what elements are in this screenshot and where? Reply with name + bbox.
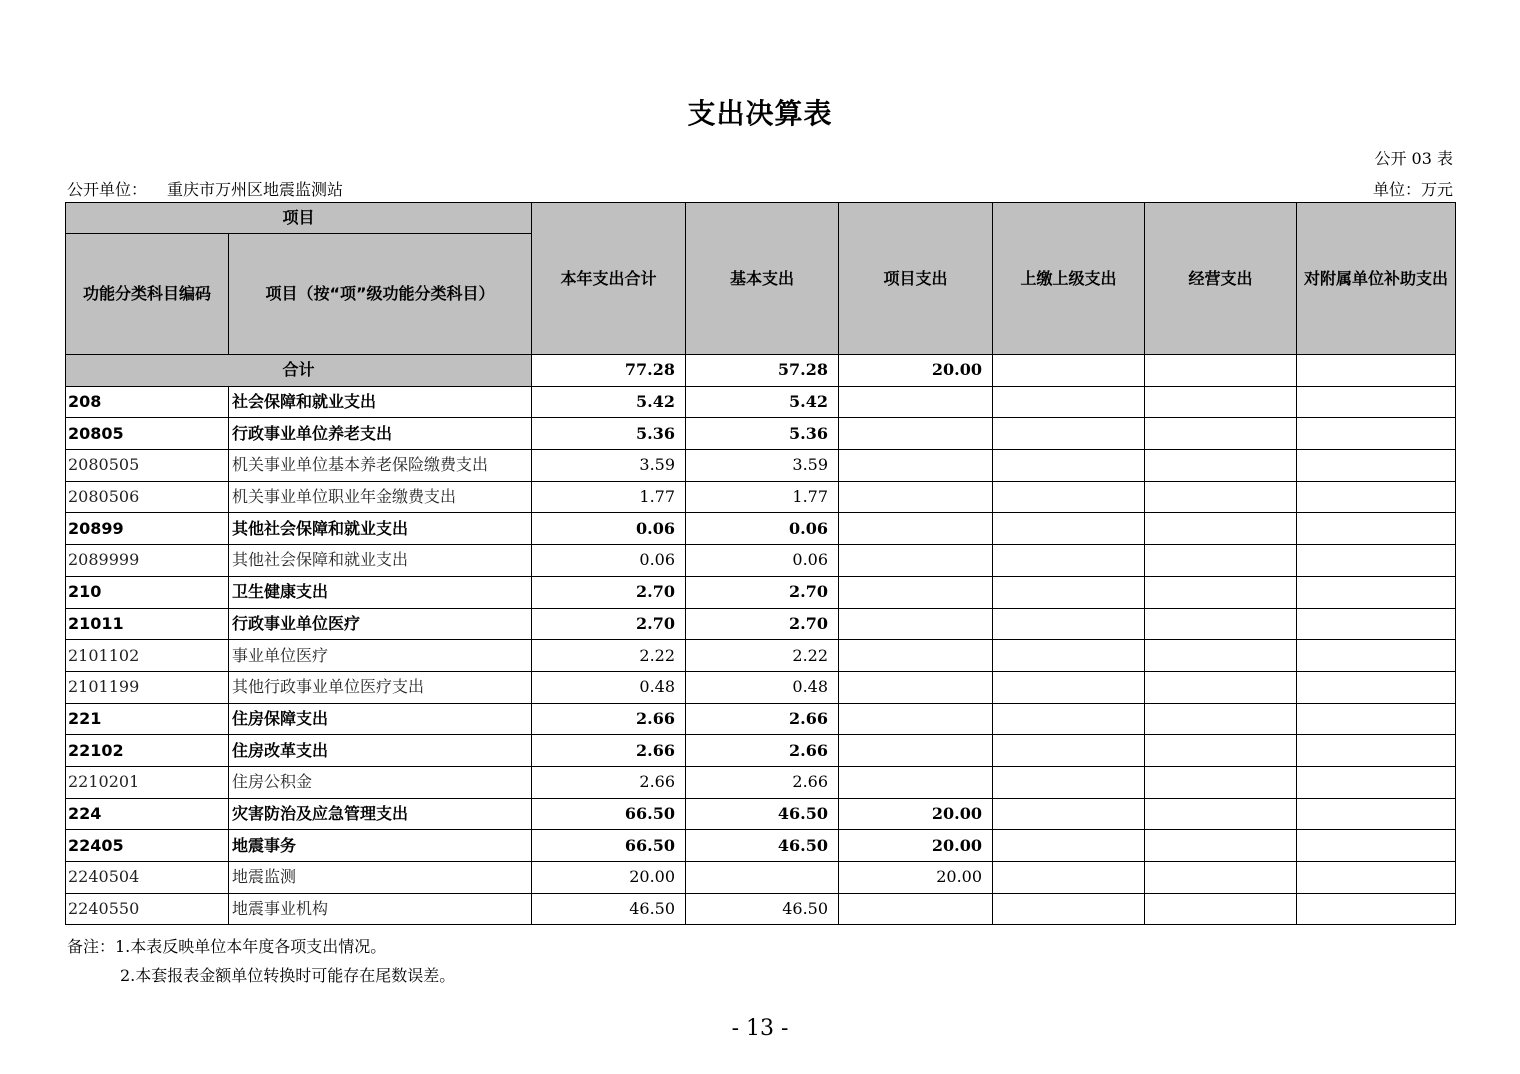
row-project	[839, 418, 993, 450]
row-subsidy	[1297, 798, 1456, 830]
row-code: 2080505	[66, 450, 229, 482]
row-name: 卫生健康支出	[229, 576, 532, 608]
row-name: 地震事务	[229, 830, 532, 862]
row-code: 221	[66, 703, 229, 735]
row-name: 事业单位医疗	[229, 640, 532, 672]
row-project	[839, 893, 993, 925]
row-code: 20805	[66, 418, 229, 450]
table-row	[66, 640, 1456, 672]
total-remit	[993, 355, 1145, 387]
row-total: 20.00	[532, 862, 686, 894]
table-row	[66, 671, 1456, 703]
row-business	[1145, 450, 1297, 482]
row-subsidy	[1297, 513, 1456, 545]
row-subsidy	[1297, 386, 1456, 418]
row-project	[839, 640, 993, 672]
table-row	[66, 830, 1456, 862]
row-subsidy	[1297, 640, 1456, 672]
row-subsidy	[1297, 862, 1456, 894]
row-code: 224	[66, 798, 229, 830]
row-subsidy	[1297, 418, 1456, 450]
row-project	[839, 545, 993, 577]
row-business	[1145, 513, 1297, 545]
row-total: 2.22	[532, 640, 686, 672]
row-basic: 46.50	[686, 798, 839, 830]
row-remit	[993, 703, 1145, 735]
table-row	[66, 703, 1456, 735]
row-remit	[993, 830, 1145, 862]
page-title: 支出决算表	[687, 97, 833, 130]
table-row	[66, 481, 1456, 513]
row-code: 2101102	[66, 640, 229, 672]
row-code: 2101199	[66, 671, 229, 703]
row-business	[1145, 798, 1297, 830]
note-1: 备注：1.本表反映单位本年度各项支出情况。	[67, 937, 387, 956]
row-basic: 2.66	[686, 735, 839, 767]
row-code: 2240504	[66, 862, 229, 894]
row-project	[839, 386, 993, 418]
total-basic: 57.28	[686, 355, 839, 387]
row-remit	[993, 640, 1145, 672]
row-name: 地震监测	[229, 862, 532, 894]
row-project	[839, 481, 993, 513]
row-basic	[686, 862, 839, 894]
table-row	[66, 576, 1456, 608]
table-row	[66, 862, 1456, 894]
row-business	[1145, 766, 1297, 798]
row-total: 1.77	[532, 481, 686, 513]
row-project	[839, 576, 993, 608]
table-row	[66, 513, 1456, 545]
form-number: 公开 03 表	[1374, 149, 1453, 168]
row-project: 20.00	[839, 830, 993, 862]
row-business	[1145, 830, 1297, 862]
row-total: 2.66	[532, 703, 686, 735]
row-business	[1145, 386, 1297, 418]
expenditure-table	[65, 202, 1456, 925]
row-name: 其他社会保障和就业支出	[229, 545, 532, 577]
row-total: 2.70	[532, 576, 686, 608]
row-project: 20.00	[839, 862, 993, 894]
row-subsidy	[1297, 830, 1456, 862]
row-code: 210	[66, 576, 229, 608]
row-subsidy	[1297, 703, 1456, 735]
row-business	[1145, 545, 1297, 577]
row-remit	[993, 576, 1145, 608]
row-basic: 0.06	[686, 545, 839, 577]
note-2: 2.本套报表金额单位转换时可能存在尾数误差。	[120, 966, 456, 985]
total-business	[1145, 355, 1297, 387]
row-code: 20899	[66, 513, 229, 545]
row-subsidy	[1297, 893, 1456, 925]
row-total: 66.50	[532, 830, 686, 862]
row-total: 2.66	[532, 766, 686, 798]
row-project	[839, 513, 993, 545]
row-remit	[993, 418, 1145, 450]
row-basic: 5.36	[686, 418, 839, 450]
row-name: 行政事业单位养老支出	[229, 418, 532, 450]
row-business	[1145, 576, 1297, 608]
row-remit	[993, 386, 1145, 418]
row-subsidy	[1297, 576, 1456, 608]
row-basic: 0.06	[686, 513, 839, 545]
row-project	[839, 766, 993, 798]
page-number: - 13 -	[731, 1016, 789, 1041]
row-basic: 5.42	[686, 386, 839, 418]
row-basic: 2.66	[686, 703, 839, 735]
row-basic: 2.70	[686, 608, 839, 640]
table-row	[66, 735, 1456, 767]
row-remit	[993, 862, 1145, 894]
row-basic: 2.66	[686, 766, 839, 798]
row-subsidy	[1297, 481, 1456, 513]
row-name: 地震事业机构	[229, 893, 532, 925]
row-total: 66.50	[532, 798, 686, 830]
total-project: 20.00	[839, 355, 993, 387]
row-remit	[993, 735, 1145, 767]
row-code: 22102	[66, 735, 229, 767]
row-basic: 1.77	[686, 481, 839, 513]
row-remit	[993, 798, 1145, 830]
reporting-unit-label: 公开单位：	[67, 180, 148, 199]
row-business	[1145, 418, 1297, 450]
row-remit	[993, 893, 1145, 925]
row-remit	[993, 481, 1145, 513]
row-basic: 46.50	[686, 893, 839, 925]
row-basic: 2.70	[686, 576, 839, 608]
row-name: 住房改革支出	[229, 735, 532, 767]
row-subsidy	[1297, 545, 1456, 577]
row-name: 灾害防治及应急管理支出	[229, 798, 532, 830]
row-remit	[993, 545, 1145, 577]
reporting-unit-name: 重庆市万州区地震监测站	[167, 180, 344, 199]
row-project	[839, 450, 993, 482]
table-row	[66, 418, 1456, 450]
header-item-group: 项目	[66, 203, 532, 234]
table-row	[66, 798, 1456, 830]
row-business	[1145, 671, 1297, 703]
row-total: 0.48	[532, 671, 686, 703]
row-code: 2089999	[66, 545, 229, 577]
row-project	[839, 608, 993, 640]
row-business	[1145, 703, 1297, 735]
row-remit	[993, 450, 1145, 482]
row-total: 2.66	[532, 735, 686, 767]
row-business	[1145, 735, 1297, 767]
row-subsidy	[1297, 766, 1456, 798]
row-basic: 3.59	[686, 450, 839, 482]
table-row	[66, 893, 1456, 925]
currency-unit: 单位：万元	[1372, 180, 1453, 199]
row-name: 住房公积金	[229, 766, 532, 798]
row-remit	[993, 513, 1145, 545]
row-business	[1145, 640, 1297, 672]
row-total: 2.70	[532, 608, 686, 640]
row-name: 社会保障和就业支出	[229, 386, 532, 418]
header-business: 经营支出	[1145, 203, 1297, 355]
row-name: 行政事业单位医疗	[229, 608, 532, 640]
total-row	[66, 355, 1456, 387]
row-total: 46.50	[532, 893, 686, 925]
row-name: 机关事业单位基本养老保险缴费支出	[229, 450, 532, 482]
row-subsidy	[1297, 671, 1456, 703]
total-label: 合计	[66, 355, 532, 387]
row-subsidy	[1297, 608, 1456, 640]
table-row	[66, 608, 1456, 640]
header-subsidy: 对附属单位补助支出	[1297, 203, 1456, 355]
header-basic: 基本支出	[686, 203, 839, 355]
row-basic: 0.48	[686, 671, 839, 703]
total-sum: 77.28	[532, 355, 686, 387]
row-subsidy	[1297, 735, 1456, 767]
row-subsidy	[1297, 450, 1456, 482]
row-code: 22405	[66, 830, 229, 862]
row-name: 其他社会保障和就业支出	[229, 513, 532, 545]
row-remit	[993, 766, 1145, 798]
row-business	[1145, 608, 1297, 640]
notes	[67, 932, 455, 990]
row-code: 21011	[66, 608, 229, 640]
row-code: 2210201	[66, 766, 229, 798]
reporting-unit	[67, 177, 343, 200]
row-code: 2080506	[66, 481, 229, 513]
header-total: 本年支出合计	[532, 203, 686, 355]
table-row	[66, 386, 1456, 418]
row-total: 5.36	[532, 418, 686, 450]
row-remit	[993, 608, 1145, 640]
header-code: 功能分类科目编码	[66, 234, 229, 355]
table-row	[66, 545, 1456, 577]
row-total: 3.59	[532, 450, 686, 482]
row-total: 0.06	[532, 513, 686, 545]
row-project: 20.00	[839, 798, 993, 830]
header-project: 项目支出	[839, 203, 993, 355]
row-basic: 2.22	[686, 640, 839, 672]
header-remit: 上缴上级支出	[993, 203, 1145, 355]
row-remit	[993, 671, 1145, 703]
row-code: 208	[66, 386, 229, 418]
row-business	[1145, 893, 1297, 925]
row-basic: 46.50	[686, 830, 839, 862]
row-total: 5.42	[532, 386, 686, 418]
row-business	[1145, 862, 1297, 894]
header-name: 项目（按“项”级功能分类科目）	[229, 234, 532, 355]
row-code: 2240550	[66, 893, 229, 925]
row-name: 机关事业单位职业年金缴费支出	[229, 481, 532, 513]
table-row	[66, 450, 1456, 482]
row-project	[839, 735, 993, 767]
row-total: 0.06	[532, 545, 686, 577]
table-row	[66, 766, 1456, 798]
row-name: 住房保障支出	[229, 703, 532, 735]
row-project	[839, 671, 993, 703]
row-project	[839, 703, 993, 735]
total-subsidy	[1297, 355, 1456, 387]
row-business	[1145, 481, 1297, 513]
row-name: 其他行政事业单位医疗支出	[229, 671, 532, 703]
